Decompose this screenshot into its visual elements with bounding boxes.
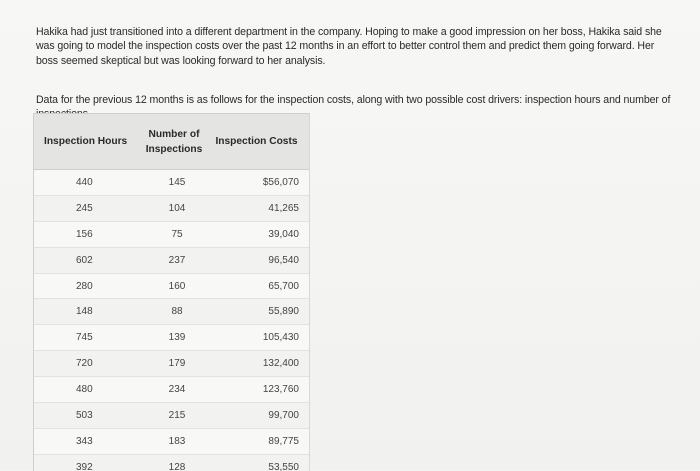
cell-inspection-costs: 123,760	[204, 377, 309, 403]
table-row	[34, 299, 309, 325]
cell-inspection-costs: 53,550	[204, 454, 309, 471]
cell-inspection-costs: 65,700	[204, 273, 309, 299]
table-body	[34, 170, 309, 471]
cell-inspection-hours: 480	[34, 377, 144, 403]
table-row	[34, 195, 309, 221]
table-row	[34, 247, 309, 273]
header-inspection-costs: Inspection Costs	[204, 114, 309, 170]
cell-number-of-inspections: 183	[144, 428, 204, 454]
cell-inspection-hours: 280	[34, 273, 144, 299]
cell-inspection-costs: 39,040	[204, 221, 309, 247]
cell-number-of-inspections: 139	[144, 325, 204, 351]
table-row	[34, 170, 309, 196]
cell-inspection-hours: 745	[34, 325, 144, 351]
cell-inspection-costs: 132,400	[204, 351, 309, 377]
header-number-of-inspections	[144, 114, 204, 170]
table-header-row	[34, 114, 309, 170]
table-row	[34, 454, 309, 471]
table-row	[34, 221, 309, 247]
header-number-of-inspections-line1: Number of	[149, 129, 200, 140]
cell-inspection-hours: 503	[34, 403, 144, 429]
cell-inspection-hours: 343	[34, 428, 144, 454]
cell-inspection-costs: 99,700	[204, 403, 309, 429]
cell-number-of-inspections: 237	[144, 247, 204, 273]
cell-inspection-costs: $56,070	[204, 170, 309, 196]
cell-number-of-inspections: 179	[144, 351, 204, 377]
cell-inspection-hours: 720	[34, 351, 144, 377]
cell-number-of-inspections: 160	[144, 273, 204, 299]
inspection-data-table	[34, 114, 309, 471]
cell-inspection-hours: 156	[34, 221, 144, 247]
table-row	[34, 377, 309, 403]
cell-inspection-hours: 440	[34, 170, 144, 196]
cell-number-of-inspections: 75	[144, 221, 204, 247]
cell-inspection-costs: 55,890	[204, 299, 309, 325]
table-row	[34, 428, 309, 454]
cell-number-of-inspections: 145	[144, 170, 204, 196]
cell-inspection-hours: 602	[34, 247, 144, 273]
cell-inspection-hours: 392	[34, 454, 144, 471]
table-row	[34, 351, 309, 377]
cell-inspection-hours: 148	[34, 299, 144, 325]
table-row	[34, 273, 309, 299]
table-row	[34, 325, 309, 351]
cell-inspection-costs: 105,430	[204, 325, 309, 351]
cell-number-of-inspections: 88	[144, 299, 204, 325]
cell-number-of-inspections: 104	[144, 195, 204, 221]
header-inspection-hours: Inspection Hours	[34, 114, 144, 170]
cell-inspection-costs: 96,540	[204, 247, 309, 273]
inspection-data-table-container	[33, 113, 310, 471]
intro-paragraph: Hakika had just transitioned into a different department in the company. Hoping to make a good impression on her boss, Hakika said she was going to model the inspection costs over the past 12 months in an effort to better control them and predict them going forward. Her boss seemed skeptical but was looking forward to her analysis.	[36, 25, 666, 69]
table-row	[34, 403, 309, 429]
cell-inspection-costs: 41,265	[204, 195, 309, 221]
cell-number-of-inspections: 128	[144, 454, 204, 471]
cell-inspection-costs: 89,775	[204, 428, 309, 454]
cell-number-of-inspections: 234	[144, 377, 204, 403]
cell-inspection-hours: 245	[34, 195, 144, 221]
header-number-of-inspections-line2: Inspections	[146, 144, 203, 155]
data-description-paragraph: Data for the previous 12 months is as follows for the inspection costs, along with two possible cost drivers: inspection hours and number of	[36, 93, 676, 122]
cell-number-of-inspections: 215	[144, 403, 204, 429]
